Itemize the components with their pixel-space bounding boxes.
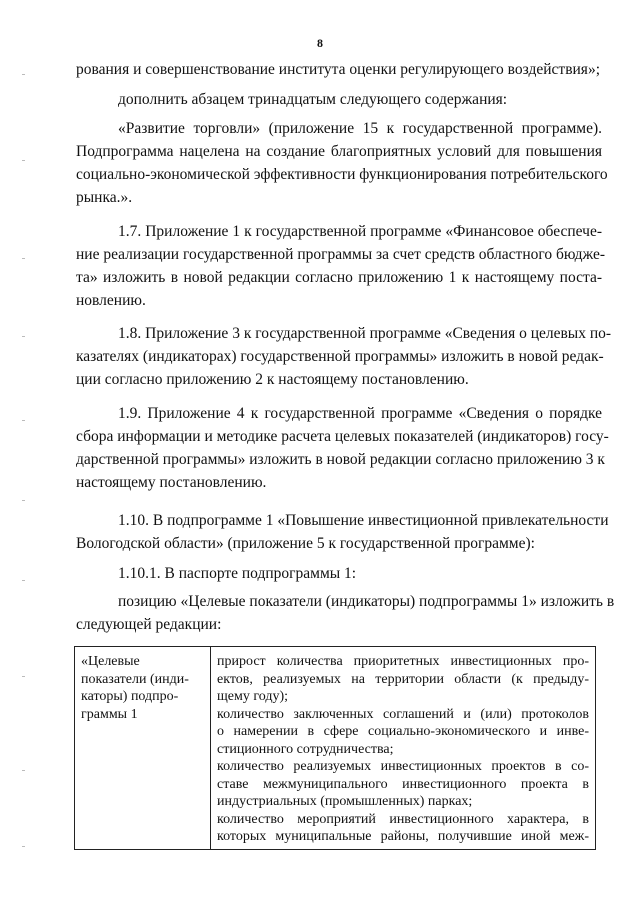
paragraph-1-8: 1.8. Приложение 3 к государственной программе «Сведения о целевых по- казателях (индикаторах) государственной программы» изложить в новой редак- ции согласно приложению 2 к настоящему постановлению. [76,325,612,388]
binding-margin-marks [22,0,26,905]
paragraph-position: позицию «Целевые показатели (индикаторы) подпрограммы 1» изложить в следующей редакции: [76,593,615,633]
paragraph-trade-development: «Развитие торговли» (приложение 15 к государственной программе). Подпрограмма нацелена на создание благоприятных условий для повышения социально-экономической эффективности функционирования потребительского рынка.». [76,120,608,206]
paragraph-1-10: 1.10. В подпрограмме 1 «Повышение инвестиционной привлекательности Вологодской области» (приложение 5 к государственной программе): [76,512,609,552]
paragraph-continuation: рования и совершенствование института оценки регулирующего воздействия»; [76,61,600,78]
paragraph-1-9: 1.9. Приложение 4 к государственной программе «Сведения о порядке сбора информации и методике расчета целевых показателей (индикаторов) госу- дарственной программы» изложить в новой редакции согласно приложению 3 к настоящему постановлению. [76,405,609,491]
table-cell-content: прирост количества приоритетных инвестиционных про- ектов, реализуемых на территории области (к предыду- щему году); количество заключенных соглашений и (или) протоколов о намерении в сфере социально-экономического и инве- стиционного сотрудничества; количество реализуемых инвестиционных проектов в со- ставе межмуниципального инвестиционного проекта в индустриальных (промышленных) парках; количество мероприятий инвестиционного характера, в которых муниципальные районы, получившие иной меж- [211,647,596,850]
table-row [75,647,596,850]
indicators-table [74,646,596,850]
table-cell-label: «Целевые показатели (инди- каторы) подпро- граммы 1 [75,647,211,850]
page-number: 8 [317,36,323,50]
paragraph-add-abzats: дополнить абзацем тринадцатым следующего содержания: [118,91,508,108]
paragraph-1-10-1: 1.10.1. В паспорте подпрограммы 1: [118,565,357,582]
paragraph-1-7: 1.7. Приложение 1 к государственной программе «Финансовое обеспече- ние реализации государственной программы за счет средств областного бюдже- та» изложить в новой редакции согласно приложению 1 к настоящему поста- новлению. [76,223,606,309]
